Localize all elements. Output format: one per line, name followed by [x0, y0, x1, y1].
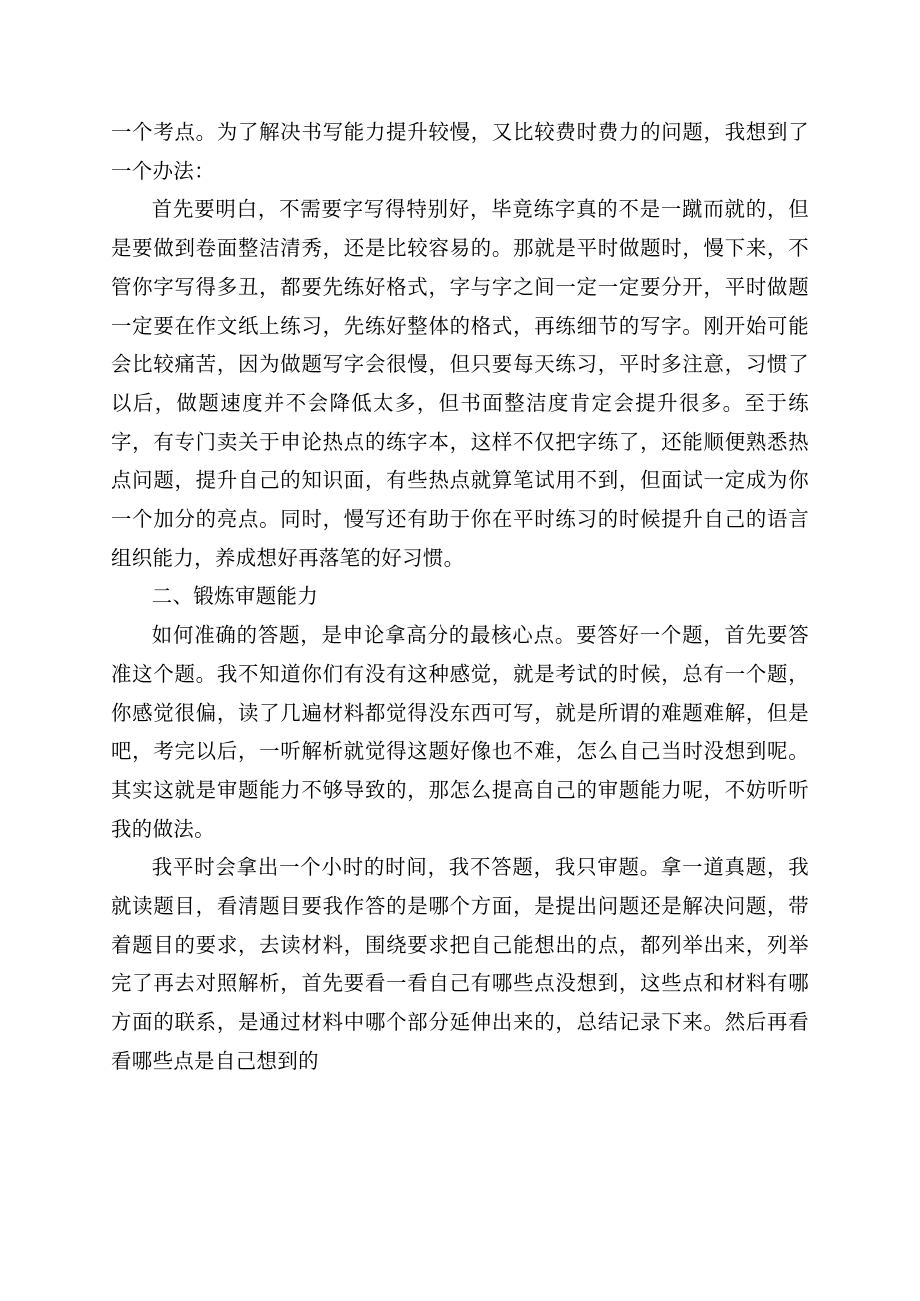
- section-heading: 二、锻炼审题能力: [151, 584, 319, 609]
- document-page: [111, 113, 809, 1081]
- paragraph-3: 如何准确的答题，是申论拿高分的最核心点。要答好一个题，首先要答准这个题。我不知道你们有没有这种感觉，就是考试的时候，总有一个题，你感觉很偏，读了几遍材料都觉得没东西可写，就是所谓的难题难解，但是吧，考完以后，一听解析就觉得这题好像也不难，怎么自己当时没想到呢。其实这就是审题能力不够导致的，那怎么提高自己的审题能力呢，不妨听听我的做法。: [111, 623, 809, 841]
- paragraph-1: 一个考点。为了解决书写能力提升较慢，又比较费时费力的问题，我想到了一个办法：: [111, 120, 809, 183]
- paragraph-4: 我平时会拿出一个小时的时间，我不答题，我只审题。拿一道真题，我就读题目，看清题目要我作答的是哪个方面，是提出问题还是解决问题，带着题目的要求，去读材料，围绕要求把自己能想出的点，都列举出来，列举完了再去对照解析，首先要看一看自己有哪些点没想到，这些点和材料有哪方面的联系，是通过材料中哪个部分延伸出来的，总结记录下来。然后再看看哪些点是自己想到的: [111, 855, 809, 1073]
- paragraph-2: 首先要明白，不需要字写得特别好，毕竟练字真的不是一蹴而就的，但是要做到卷面整洁清秀，还是比较容易的。那就是平时做题时，慢下来，不管你字写得多丑，都要先练好格式，字与字之间一定一定要分开，平时做题一定要在作文纸上练习，先练好整体的格式，再练细节的写字。刚开始可能会比较痛苦，因为做题写字会很慢，但只要每天练习，平时多注意，习惯了以后，做题速度并不会降低太多，但书面整洁度肯定会提升很多。至于练字，有专门卖关于申论热点的练字本，这样不仅把字练了，还能顺便熟悉热点问题，提升自己的知识面，有些热点就算笔试用不到，但面试一定成为你一个加分的亮点。同时，慢写还有助于你在平时练习的时候提升自己的语言组织能力，养成想好再落笔的好习惯。: [111, 197, 809, 570]
